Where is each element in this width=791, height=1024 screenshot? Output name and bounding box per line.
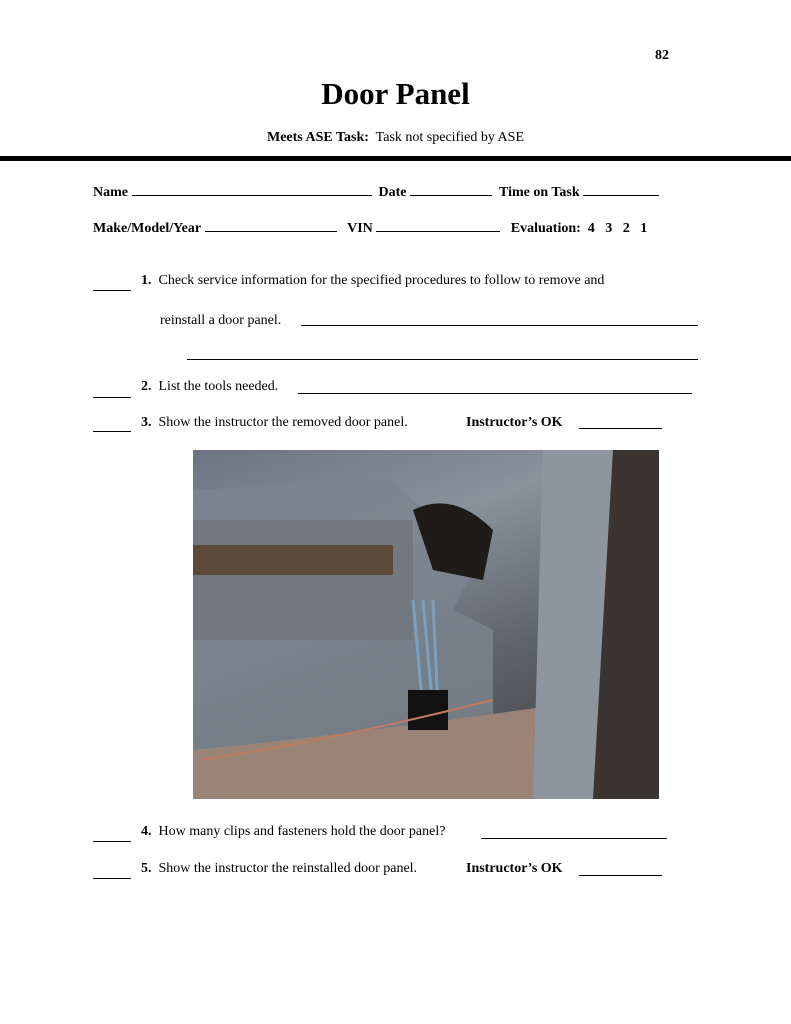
- vehicle-row: [93, 219, 647, 237]
- step-text: How many clips and fasteners hold the door panel?: [158, 824, 446, 839]
- make-label: Make/Model/Year: [93, 221, 202, 236]
- instructor-ok-field[interactable]: [579, 428, 662, 429]
- step-1-check[interactable]: [93, 290, 131, 291]
- instructor-ok-field[interactable]: [579, 875, 662, 876]
- step-5-check[interactable]: [93, 878, 131, 879]
- vin-label: VIN: [347, 221, 373, 236]
- time-field[interactable]: [583, 183, 659, 196]
- step-text: Show the instructor the reinstalled door panel.: [158, 861, 418, 876]
- step-num: 3.: [141, 415, 152, 430]
- instructor-ok-label: Instructor’s OK: [466, 861, 563, 876]
- score-3[interactable]: 3: [605, 221, 613, 236]
- score-4[interactable]: 4: [587, 221, 595, 236]
- step-1-answer-2[interactable]: [187, 359, 698, 360]
- date-label: Date: [378, 185, 407, 200]
- door-photo-illustration: [193, 450, 659, 799]
- name-row: [93, 183, 659, 201]
- header-rule: [0, 156, 791, 161]
- step-4-check[interactable]: [93, 841, 131, 842]
- step-5: [141, 861, 417, 877]
- step-4-answer[interactable]: [481, 838, 667, 839]
- step-num: 2.: [141, 379, 152, 394]
- evaluation-label: Evaluation:: [510, 221, 581, 236]
- page-title: Door Panel: [321, 76, 470, 111]
- step-num: 1.: [141, 273, 152, 288]
- ase-value: Task not specified by ASE: [375, 130, 524, 145]
- time-label: Time on Task: [499, 185, 580, 200]
- step-1-text2: reinstall a door panel.: [160, 313, 282, 328]
- step-num: 5.: [141, 861, 152, 876]
- date-field[interactable]: [410, 183, 492, 196]
- step-2: [141, 379, 278, 395]
- ase-task: [0, 130, 791, 146]
- step-3-check[interactable]: [93, 431, 131, 432]
- step-text: Show the instructor the removed door panel.: [158, 415, 408, 430]
- door-interior-photo: [193, 450, 659, 799]
- step-2-answer[interactable]: [298, 393, 692, 394]
- score-2[interactable]: 2: [622, 221, 630, 236]
- score-1[interactable]: 1: [640, 221, 648, 236]
- step-text: List the tools needed.: [158, 379, 279, 394]
- step-4: [141, 824, 445, 840]
- step-num: 4.: [141, 824, 152, 839]
- make-field[interactable]: [205, 219, 337, 232]
- page-number: 82: [655, 48, 669, 63]
- name-field[interactable]: [132, 183, 372, 196]
- ase-label: Meets ASE Task:: [266, 130, 369, 145]
- step-text: Check service information for the specified procedures to follow to remove and: [158, 273, 605, 288]
- name-label: Name: [93, 185, 128, 200]
- instructor-ok-label: Instructor’s OK: [466, 415, 563, 430]
- step-2-check[interactable]: [93, 397, 131, 398]
- step-3: [141, 415, 408, 431]
- vin-field[interactable]: [376, 219, 500, 232]
- step-1-answer-1[interactable]: [301, 325, 698, 326]
- step-1: [141, 273, 604, 289]
